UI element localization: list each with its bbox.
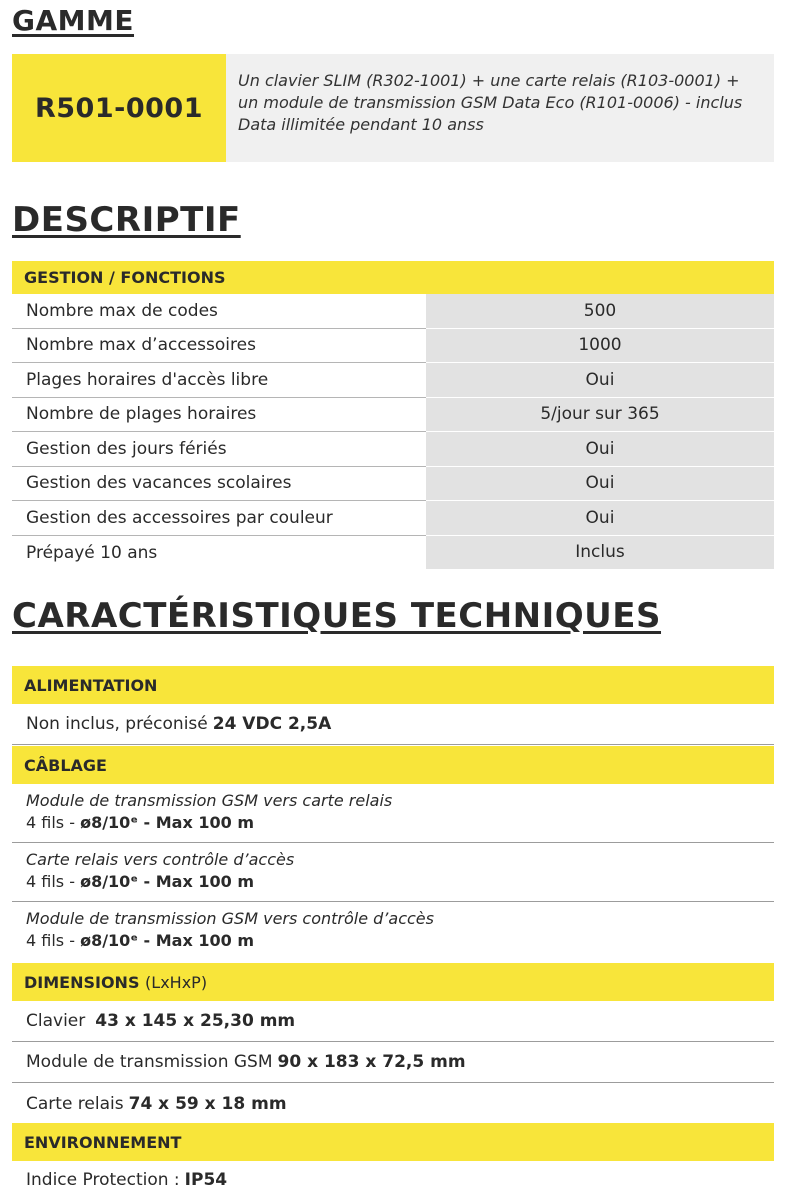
row-label: Nombre max d’accessoires	[12, 329, 426, 364]
section-header-dimensions	[12, 963, 774, 1001]
cablage-desc: Module de transmission GSM vers contrôle d’accès	[26, 909, 434, 928]
cablage-item	[12, 902, 774, 961]
section-header-alimentation: ALIMENTATION	[12, 666, 774, 704]
dimension-line	[12, 1001, 774, 1042]
cablage-section	[12, 746, 774, 961]
cablage-fils: 4 fils -	[26, 931, 75, 950]
dimension-value: 90 x 183 x 72,5 mm	[277, 1052, 466, 1072]
row-label: Gestion des accessoires par couleur	[12, 501, 426, 536]
cablage-desc: Carte relais vers contrôle d’accès	[26, 850, 295, 869]
table-row	[12, 536, 774, 571]
alimentation-line	[12, 704, 774, 745]
dimension-value: 74 x 59 x 18 mm	[128, 1093, 287, 1114]
section-header-cablage: CÂBLAGE	[12, 746, 774, 784]
environnement-section	[12, 1123, 774, 1199]
row-label: Gestion des jours fériés	[12, 432, 426, 467]
cablage-spec: ø8/10ᵉ - Max 100 m	[80, 872, 255, 891]
table-row	[12, 398, 774, 433]
dimension-value: 43 x 145 x 25,30 mm	[95, 1011, 296, 1031]
environnement-line	[12, 1161, 774, 1199]
dimensions-subtitle: (LxHxP)	[145, 972, 208, 992]
table-row	[12, 329, 774, 364]
cablage-fils: 4 fils -	[26, 872, 75, 891]
alimentation-text: Non inclus, préconisé	[26, 714, 208, 734]
dimension-label: Carte relais	[26, 1093, 124, 1114]
row-label: Prépayé 10 ans	[26, 542, 158, 563]
product-description: Un clavier SLIM (R302-1001) + une carte relais (R103-0001) + un module de transmission GSM Data Eco (R101-0006) - inclus Data illimitée pendant 10 anss	[226, 54, 774, 162]
cablage-spec: ø8/10ᵉ - Max 100 m	[80, 813, 255, 832]
alimentation-value: 24 VDC 2,5A	[212, 714, 332, 734]
gamme-box	[12, 54, 774, 162]
section-header-environnement: ENVIRONNEMENT	[12, 1123, 774, 1161]
row-value: 1000	[426, 329, 774, 364]
cablage-desc: Module de transmission GSM vers carte relais	[26, 791, 393, 810]
alimentation-section	[12, 666, 774, 745]
dimension-label: Clavier	[26, 1011, 86, 1031]
cablage-fils: 4 fils -	[26, 813, 75, 832]
descriptif-table	[12, 261, 774, 570]
product-code: R501-0001	[12, 54, 226, 162]
dimensions-title: DIMENSIONS	[24, 972, 140, 992]
dimensions-section	[12, 963, 774, 1124]
row-label: Gestion des vacances scolaires	[12, 467, 426, 502]
cablage-item	[12, 784, 774, 843]
caracteristiques-heading: CARACTÉRISTIQUES TECHNIQUES	[12, 596, 662, 636]
table-row	[12, 467, 774, 502]
dimension-line	[12, 1083, 774, 1124]
cablage-item	[12, 843, 774, 902]
row-value: Oui	[426, 501, 774, 536]
descriptif-heading: DESCRIPTIF	[12, 200, 241, 240]
row-value: Oui	[426, 363, 774, 398]
row-value: Oui	[426, 467, 774, 502]
row-label: Nombre max de codes	[12, 294, 426, 329]
table-row	[12, 294, 774, 329]
protection-value: IP54	[184, 1170, 228, 1190]
row-value: Inclus	[426, 536, 774, 571]
table-row	[12, 363, 774, 398]
table-row	[12, 501, 774, 536]
gamme-heading: GAMME	[12, 4, 135, 37]
row-label: Nombre de plages horaires	[12, 398, 426, 433]
row-value: 500	[426, 294, 774, 329]
row-label: Plages horaires d'accès libre	[12, 363, 426, 398]
cablage-spec: ø8/10ᵉ - Max 100 m	[80, 931, 255, 950]
row-value: 5/jour sur 365	[426, 398, 774, 433]
section-header-gestion: GESTION / FONCTIONS	[12, 261, 774, 294]
table-row	[12, 432, 774, 467]
dimension-line	[12, 1042, 774, 1083]
dimension-label: Module de transmission GSM	[26, 1052, 273, 1072]
row-value: Oui	[426, 432, 774, 467]
protection-label: Indice Protection :	[26, 1170, 180, 1190]
